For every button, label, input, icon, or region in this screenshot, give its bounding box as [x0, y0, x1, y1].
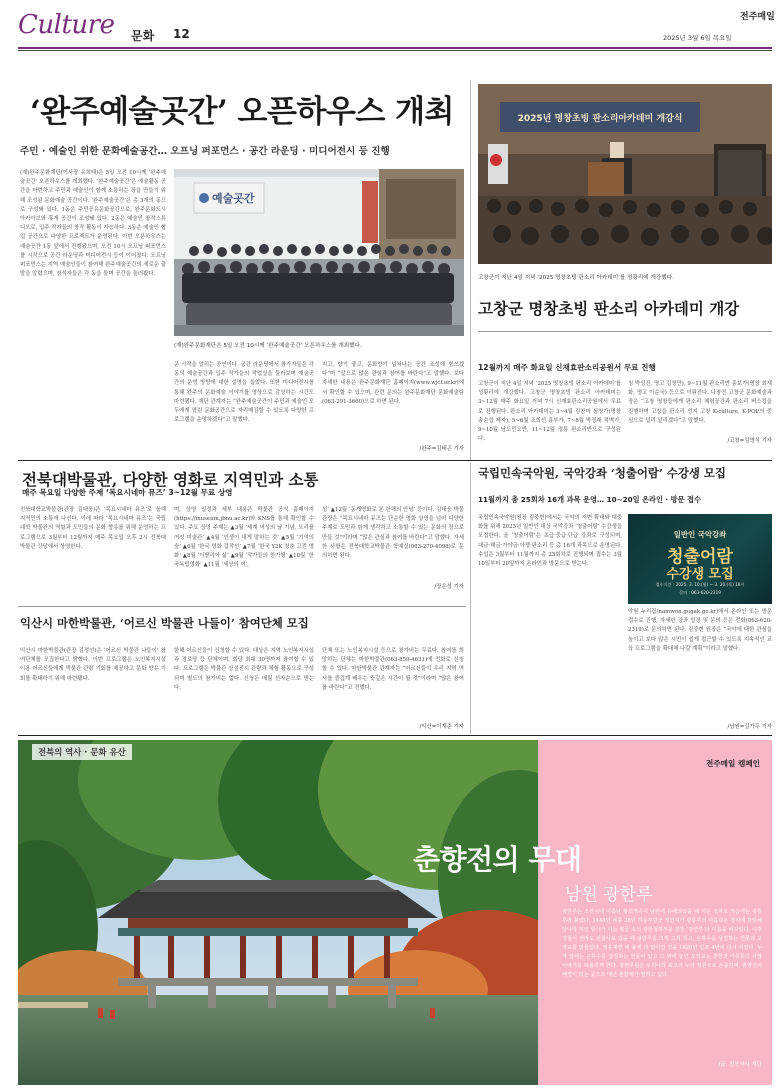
banner-text: 2025년 명창초빙 판소리아카데미 개강식 [517, 114, 683, 124]
feature-series-label: 전북의 역사 · 문화 유산 [32, 744, 132, 760]
article2-photo [478, 84, 772, 264]
article2-col1: 고창군이 지난 4일 저녁 ‘2025 명창초빙 판소리 아카데미’를 성황리에 개강했다. 고창군 명창초빙 판소리 아카데미는 3~12월 매주 화요일 저녁 7시 신재효판소리공원에서 무료로 진행된다. 판소리 아카데미는 3~4월 김찬미 심청가(명창 송순섭 제자), 5~6월 조희선 흥부가, 7~8월 박정래 적벽가, 9~10월 남도민요반, 11~12월 정통 판소리반으로 구성된다. [478, 381, 621, 443]
article1-photo [174, 169, 464, 336]
article5-title: 국립민속국악원, 국악강좌 ‘청출어람’ 수강생 모집 [478, 466, 726, 480]
article2-byline: /고창=김영식 기자 [727, 438, 772, 444]
column-divider-lower [470, 462, 471, 734]
article2-title: 고창군 명창초빙 판소리 아카데미 개강 [478, 299, 740, 318]
article4-byline: /익산=이재준 기자 [419, 724, 464, 730]
article3-col2: 며, 상영 일정과 세부 내용은 박물관 공식 홈페이지(https://museum.jbnu.ac.kr)와 SNS를 통해 확인할 수 있다. 주요 상영 주제는 ▲3월 ‘세계 여성의 날 기념, 트리플 여성 미술관’ ▲4월 ‘인생이 내게 말하는 것’ ▲5월 ‘기억의 숲’ ▲6월 ‘한국 영화 걸작선’ ▲7월 ‘한국 Y2K 청춘 고전 영화’ ▲8월 ‘이탈리아 삶’ ▲9월 ‘작가들의 천기행’ ▲10월 ‘한국독립영화’ ▲11월 ‘세상의 여', [174, 507, 314, 569]
section-rule [18, 460, 772, 461]
page-number: 12 [173, 27, 190, 41]
gwanghallu-photo [18, 740, 538, 1085]
header-rule-purple [18, 47, 772, 49]
article5-byline: /남원=김가두 기자 [727, 724, 772, 730]
photo-sign-text: 예술곳간 [212, 192, 255, 205]
feature-title-part1: 춘향전의 [413, 843, 520, 876]
header-rule [18, 50, 772, 51]
ad-top-label: 일반인 국악강좌 [673, 530, 727, 539]
section-title-ko: 문화 [131, 29, 155, 43]
issue-date: 2025년 3월 6일 목요일 [663, 34, 732, 42]
publication-name: 전주매일 [740, 12, 775, 22]
feature-campaign-label: 전주매일 캠페인 [706, 759, 760, 768]
article2-caption: 고창군이 지난 4일 저녁 ‘2025 명창초빙 판소리 아카데미’를 성황리에 개강했다. [478, 275, 674, 281]
article1-col1: (재)완주문화재단(이사장 유희태)은 5일 오전 10시께 ‘완주예술곳간’ 오픈하우스를 개최했다. ‘완주예술곳간’은 예술활동 공간을 마련하고 주민과 예술인이 함께 소통하는 장을 만들기 위해 조성된 문화예술 공간이다. ‘완주예술곳간’은 총 3개의 동으로 구성돼 있다. 1동은 주민공유문화공간으로, 완주문화도시 아카이브와 휴게 공간이 조성돼 있다. 2동은 예술인 창작스튜디오로, 입주 작가들의 창작 활동이 가능하다. 3동은 예술인 협업 공간으로 다양한 프로젝트가 운영된다. 이번 오픈하우스는 예술곳간 1동 앞에서 진행됐으며, 오전 10시 오프닝 퍼포먼스를 시작으로 공간 라운딩과 미디어전시 등이 이어졌다. 오프닝퍼포먼스는 지역 예술인들이 참여해 완주예술곳간의 새로운 출발을 알렸으며, 참석자들은 각 동을 돌며 공간을 둘러봤다. [20, 170, 166, 278]
article1-col3: 지고, 향기 좋고, 문화향기 넘쳐나는 공간 조성에 힘쓰겠다”며 “앞으로 많은 관심과 참여를 바란다”고 말했다. 보다 자세한 내용은 완주문화재단 홈페이지(www.wjcf.or.kr)에서 확인할 수 있으며, 관련 문의는 완주문화재단 문화예술팀(063-291-3660)으로 하면 된다. [322, 362, 464, 405]
article1-col2: 운 시작을 알리는 공연이다. 공간 라운딩에서 참가자들은 각 동의 예술공간과 입주 작가들의 작업실을 둘러보며 예술곳간의 운영 방향에 대한 설명을 들었다. 또한 미디어전시를 통해 완주의 문화예술 이야기를 영상으로 감상하는 시간도 마련됐다. 재단 관계자는 “완주예술곳간이 주민과 예술인 모두에게 열린 문화공간으로 자리매김할 수 있도록 다양한 프로그램을 운영하겠다”고 말했다. [174, 362, 314, 424]
column-divider [470, 80, 471, 460]
article4-col3: 단체 또는 노인복지시설 등으로 참가비는 무료다. 참여를 희망하는 단체는 마한박물관(063-859-4631)에 전화로 신청할 수 있다. 마한박물관 관계자는 “어르신들이 우리 지역 역사를 즐겁게 배우는 뜻깊은 시간이 될 것”이라며 “많은 참여를 바란다”고 전했다. [322, 648, 464, 691]
article4-col2: 한해 어르신들이 신청할 수 있다. 대상은 지역 노인복지시설과 경로당 등 단체이며, 회당 최대 30명까지 참여할 수 있다. 프로그램은 박물관 상설전시 관람과 체험 활동으로 구성되며 별도의 참가비는 없다. 신청은 매월 선착순으로 받는다. [174, 648, 314, 691]
feature-photo [18, 740, 538, 1085]
article5-subtitle: 11월까지 총 25회차 16개 과목 운영… 10~20일 온라인 · 방문 접수 [478, 495, 701, 504]
feature-top-rule [18, 735, 772, 736]
article5-col2: 악원 누리집(namwon.gugak.go.kr)에서 온라인 또는 방문 접수로 진행, 자세한 강좌 일정 및 문의 등은 전화(063-620-2319)로 문의하면 된다. 김중현 원장은 “국악에 대한 관심을 높이고 보다 많은 시민이 쉽게 접근할 수 있도록 지속적인 교육 프로그램을 확대해 나갈 계획”이라고 말했다. [628, 609, 772, 652]
ad-phone: 문의 : 063-620-2319 [679, 590, 721, 595]
article1-caption: (재)완주문화재단은 5일 오전 10시께 ‘완주예술곳간’ 오픈하우스를 개최했다. [174, 343, 362, 349]
ceremony-photo [174, 169, 464, 336]
feature-title [413, 838, 582, 878]
article4-title: 익산시 마한박물관, ‘어르신 박물관 나들이’ 참여단체 모집 [20, 616, 309, 630]
article3-col1: 전북대학교박물관(관장 김태웅)은 ‘목요시네마 뮤즈’로 올해 지역민의 소통에 나선다. 이에 따라 ‘목요시네마 뮤즈’는 국립대학 박물관의 역할과 도민들의 문화 향유를 위해 운영하는 프로그램으로 3월부터 12월까지 매주 목요일 오후 2시 전북대 박물관 강당에서 상영한다. [20, 507, 166, 550]
feature-body: 광한루는 조선시대 이름난 황희정승이 남원에 유배되었을 때 지은 정자로 처음에는 광통루라 불렸다. 1444년 세종 26년 하동부원군 정인지가 광통루의 아름다운 경치에 감탄해 달나라 미인 항아가 사는 월궁 속의 광한청허부를 본뜬 ‘광한루’라 이름을 바꾸었다. 이후 정철이 전라도 관찰사로 있을 때 광한루를 크게 고쳐 짓고, 은하수를 상징하는 연못과 오작교를 만들었다. 정유재란 때 불에 타 없어진 것을 1626년 인조 4년에 다시 지었다. 누각 앞에는 은하수를 상징하는 연못이 있고 그 위에 놓인 오작교는 춘향과 이몽룡의 사랑 이야기를 떠올리게 한다. 광한루원은 우리나라 최고의 누각 정원으로 손꼽히며, 춘향전의 배경이 되는 곳으로 매년 춘향제가 열리고 있다. [562, 909, 762, 978]
gugak-ad [628, 514, 772, 604]
ad-title-2: 수강생 모집 [666, 567, 734, 582]
article3-byline: /장은성 기자 [434, 584, 464, 590]
article2-subtitle: 12월까지 매주 화요일 신재효판소리공원서 무료 진행 [478, 363, 656, 372]
ad-period: 접수기간 : 2025. 3. 10.(월) ~ 3. 20.(목) 18시 [655, 582, 745, 587]
article3-col3: 성’ ▲12월 ‘동계영화로 본 한해의 안녕’ 등이다. 김태웅 박물관장은 “목요시네마 뮤즈는 단순한 영화 상영을 넘어 다양한 주제로 도민과 함께 생각하고 소통할 수 있는 문화의 장으로 만들 것”이라며 “많은 관심과 참여를 바란다”고 말했다. 자세한 사항은 전북대학교박물관 학예실(063-270-4098)로 문의하면 된다. [322, 507, 464, 560]
article4-top-rule [18, 606, 466, 607]
section-title-en: Culture [18, 10, 115, 40]
article2-rule [478, 331, 772, 332]
article2-col2: 청 박성진, 명고 김청만), 9~11월 판소리반 흥보가(명창 최재화, 명고 이순국) 등으로 이뤄진다. 나창진 고창군 문화예술과장은 “고창 명창들에게 판소리 체험공간과 판소리 버스킹을 진행하며 고창을 판소리 성지 고창 K-culture, K-POP의 중심으로 널리 알리겠다”고 말했다. [628, 381, 772, 424]
article3-subtitle: 매주 목요일 다양한 주제 ‘목요시네마 뮤즈’ 3~12월 무료 상영 [22, 488, 233, 497]
article3-title: 전북대박물관, 다양한 영화로 지역민과 소통 [22, 470, 319, 489]
academy-photo [478, 84, 772, 264]
article5-col1: 국립민속국악원(원장 김중현)에서는 국악의 저변 확대와 대중화를 위해 2025년 일반인 대상 국악강좌 ‘청출어람’ 수강생을 모집한다. 올 ‘청출어람’은 초급·중급·단급 강좌로 구성되며, 대금·해금·가야금·아쟁·판소리 등 총 16개 과목으로 운영된다. 수업은 3월부터 11월까지 총 25회차로 진행되며 접수는 3월 10일부터 20일까지 온라인과 방문으로 받는다. [478, 515, 622, 568]
feature-subtitle: 남원 광한루 [565, 885, 653, 905]
article1-byline: /완주=김태곤 기자 [419, 446, 464, 452]
article1-subtitle: 주민 · 예술인 위한 문화예술공간… 오프닝 퍼포먼스 · 공간 라운딩 · 미디어전시 등 진행 [20, 146, 390, 157]
ad-title-1: 청출어람 [667, 547, 733, 567]
article4-col1: 익산시 마한박물관(관장 김정선)은 ‘어르신 박물관 나들이’ 참여단체를 모집한다고 밝혔다. 이번 프로그램은 노인복지시설 이용 어르신들에게 박물관 관람 기회를 제공하고 문화 향유 기회를 확대하기 위해 마련됐다. [20, 648, 166, 682]
feature-title-part2: 무대 [528, 843, 582, 876]
feature-credit: /글: 전북역사 재단 [718, 1062, 762, 1068]
article1-title: ‘완주예술곳간’ 오픈하우스 개최 [30, 94, 454, 130]
